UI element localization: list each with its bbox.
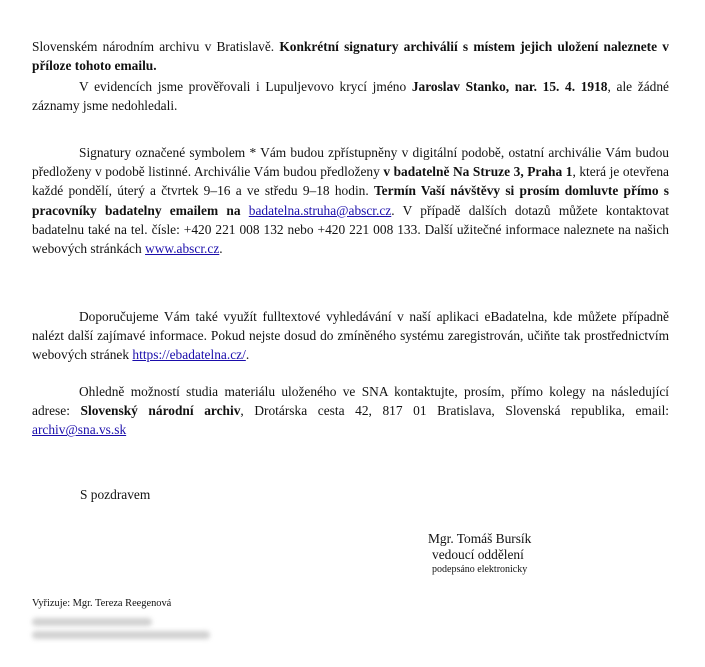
paragraph-study-room — [32, 143, 669, 258]
signature-name: Mgr. Tomáš Bursík — [428, 531, 532, 546]
paragraph-3-contact: . V případě dalších dotazů můžete kontaktovat badatelnu také na tel. čísle: +420 221 008 132 nebo +420 221 008 133. Další užitečné informace naleznete na našich webových stránkách — [32, 202, 669, 257]
paragraph-5-bold-archive: Slovenský národní archiv — [80, 403, 241, 419]
closing-greeting: S pozdravem — [80, 487, 151, 502]
paragraph-3-text: Signatury označené symbolem * Vám budou zpřístupněny v digitální podobě, ostatní archiválie Vám budou předloženy v podobě listinné. Archiválie Vám budou předloženy — [32, 145, 669, 180]
redacted-contact-block — [32, 614, 232, 644]
signature-role: vedoucí oddělení — [432, 546, 524, 562]
paragraph-3-bold-appointment: Termín Vaší návštěvy si prosím domluvte přímo s pracovníky badatelny emailem na — [32, 183, 669, 218]
paragraph-1-text: Slovenském národním archivu v Bratislavě. — [32, 39, 280, 54]
signature-note: podepsáno elektronicky — [432, 564, 528, 575]
sna-email-link[interactable]: archiv@sna.vs.sk — [32, 422, 127, 438]
paragraph-1-bold-text: Konkrétní signatury archiválií s místem jejich uložení naleznete v příloze tohoto emailu. — [32, 39, 669, 74]
paragraph-2-bold-name: Jaroslav Stanko, nar. 15. 4. 1918 — [411, 79, 608, 94]
paragraph-4-end: . — [245, 347, 250, 363]
paragraph-3-hours: , která je otevřena každé pondělí, úterý a čtvrtek 9–16 a ve středu 9–18 hodin. — [32, 164, 669, 199]
signature-block — [428, 531, 531, 578]
paragraph-4-text: Doporučujeme Vám také využít fulltextové vyhledávání v naší aplikaci eBadatelna, kde můžete případně nalézt další zajímavé informace. Pokud nejste dosud do zmíněného systému zaregistrován, učiňte tak prostřednictvím webových stránek — [32, 309, 669, 363]
paragraph-cover-name — [32, 77, 669, 115]
redacted-line — [32, 618, 152, 626]
paragraph-sna-contact — [32, 382, 669, 440]
study-room-email-link[interactable]: badatelna.struha@abscr.cz — [248, 202, 392, 218]
paragraph-5-text: Ohledně možností studia materiálu uloženého ve SNA kontaktujte, prosím, přímo kolegy na následující adrese: — [32, 384, 669, 419]
paragraph-ebadatelna — [32, 307, 669, 365]
abscr-website-link[interactable]: www.abscr.cz — [145, 241, 220, 257]
handler-line: Vyřizuje: Mgr. Tereza Reegenová — [32, 598, 172, 609]
paragraph-2-text-end: , ale žádné záznamy jsme nedohledali. — [32, 79, 670, 114]
redacted-line — [32, 631, 210, 639]
paragraph-2-text: V evidencích jsme prověřovali i Lupuljevovo krycí jméno — [79, 79, 412, 94]
paragraph-3-end: . — [219, 241, 223, 257]
paragraph-5-address: , Drotárska cesta 42, 817 01 Bratislava, Slovenská republika, email: — [240, 403, 670, 419]
paragraph-3-bold-address: v badatelně Na Struze 3, Praha 1 — [383, 164, 573, 180]
ebadatelna-link[interactable]: https://ebadatelna.cz/ — [132, 347, 246, 363]
paragraph-archive-reference — [32, 37, 669, 75]
